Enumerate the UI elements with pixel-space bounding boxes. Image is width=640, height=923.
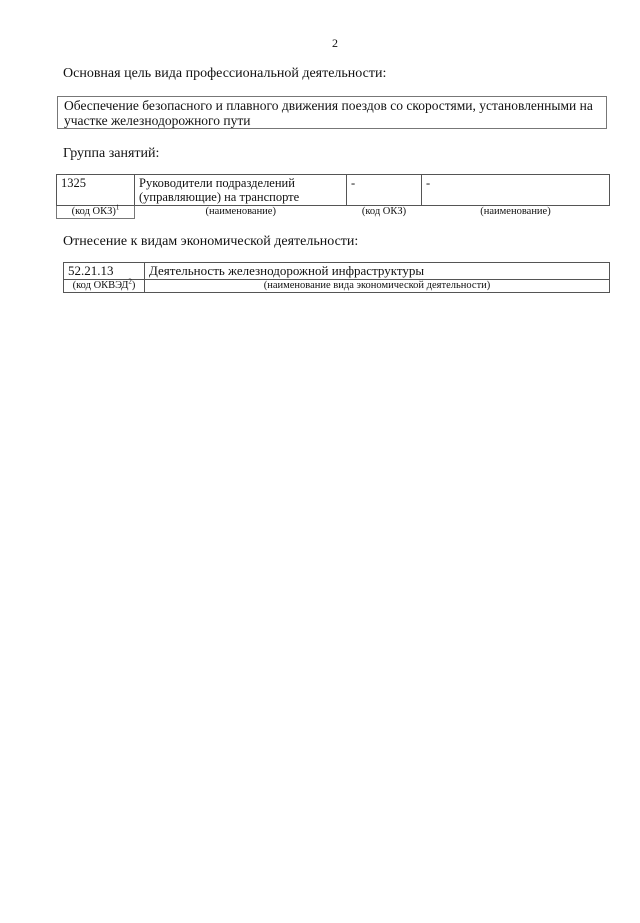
okz-code-caption: (код ОКЗ)$^1$ [57, 206, 135, 219]
economic-activity-label: Отнесение к видам экономической деятельности: [63, 234, 359, 249]
page-number: 2 [332, 36, 338, 50]
activity-name-caption: (наименование вида экономической деятельности) [145, 280, 610, 293]
caption-row [57, 206, 610, 219]
name-caption: (наименование) [205, 206, 276, 218]
okved-table [63, 262, 610, 293]
name-caption-2: (наименование) [480, 206, 551, 218]
main-goal-label: Основная цель вида профессиональной деятельности: [63, 66, 387, 81]
occupation-name-cell-2: - [422, 175, 610, 206]
okz-code-caption-2: (код ОКЗ) [361, 206, 407, 218]
footnote-mark-1: 1 [115, 203, 120, 212]
table-row [57, 175, 610, 206]
occupation-name-cell: Руководители подразделений (управляющие) на транспорте [135, 175, 347, 206]
main-goal-text: Обеспечение безопасного и плавного движения поездов со скоростями, установленными на участке железнодорожного пути [64, 98, 593, 128]
footnote-mark-2: 2 [128, 277, 132, 286]
table-row [64, 263, 610, 280]
caption-row [64, 280, 610, 293]
okz-code-cell-2: - [347, 175, 422, 206]
okz-code-cell: 1325 [57, 175, 135, 206]
occupation-group-label: Группа занятий: [63, 146, 160, 161]
okved-code-cell: 52.21.13 [64, 263, 145, 280]
okved-code-caption: (код ОКВЭД$^2$) [64, 280, 145, 293]
activity-name-cell: Деятельность железнодорожной инфраструктуры [145, 263, 610, 280]
occupation-table [56, 174, 610, 219]
main-goal-box [57, 96, 607, 129]
